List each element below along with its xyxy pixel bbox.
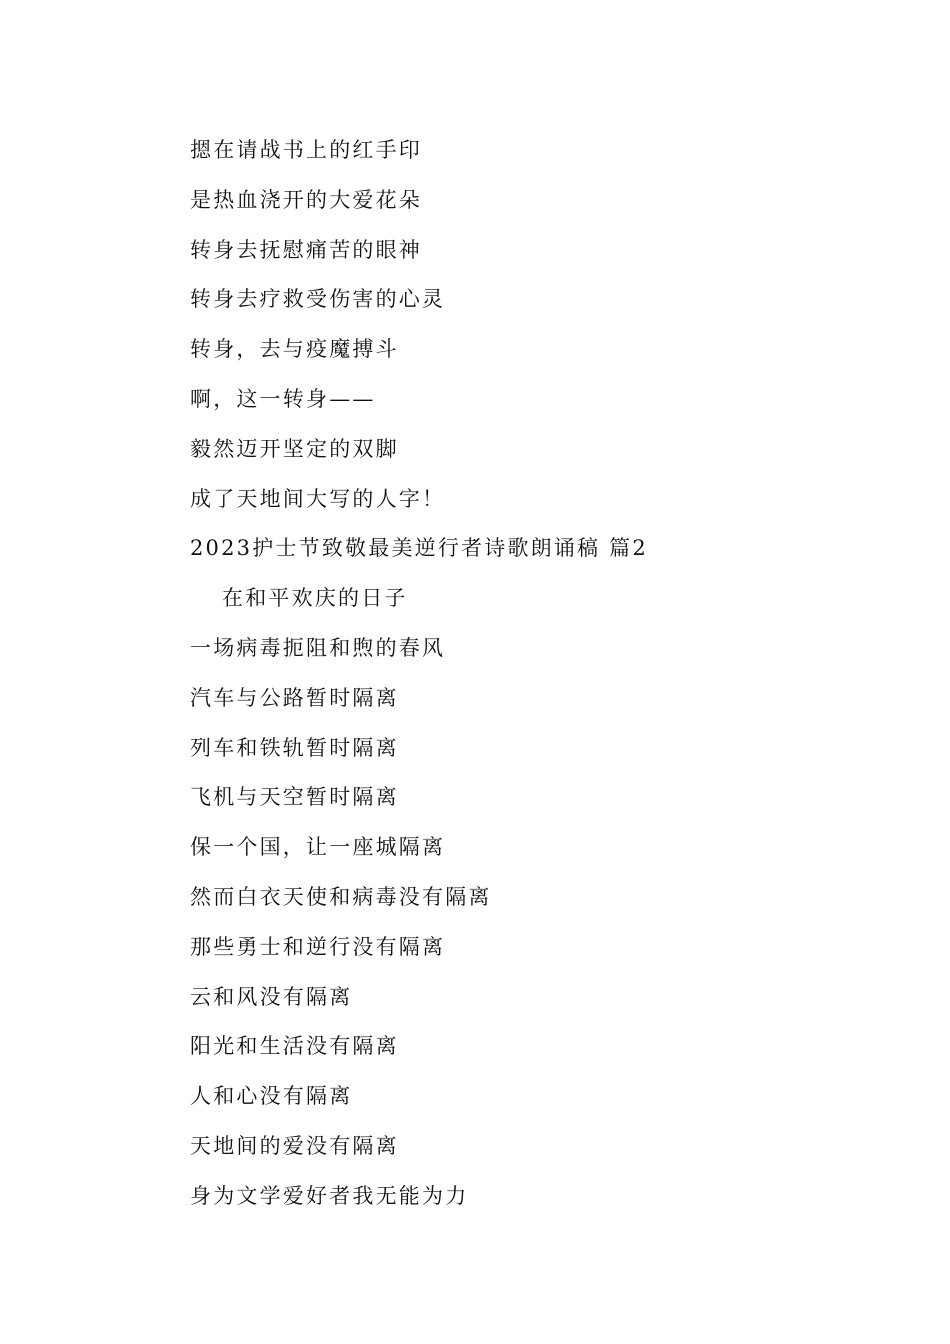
poem-line: 一场病毒扼阻和煦的春风: [190, 635, 446, 660]
poem-line: 转身去疗救受伤害的心灵: [190, 287, 446, 312]
poem-line: 天地间的爱没有隔离: [190, 1133, 399, 1158]
poem-line: 成了天地间大写的人字！: [190, 486, 446, 511]
poem-line: 人和心没有隔离: [190, 1084, 353, 1109]
poem-line: 啊，这一转身——: [190, 386, 376, 411]
poem-body: [190, 126, 890, 1222]
poem-line: 阳光和生活没有隔离: [190, 1034, 399, 1059]
poem-line: 云和风没有隔离: [190, 984, 353, 1009]
poem-line: 保一个国，让一座城隔离: [190, 835, 446, 860]
poem-line: 在和平欢庆的日子: [222, 586, 408, 611]
poem-line: 列车和铁轨暂时隔离: [190, 735, 399, 760]
poem-line: 飞机与天空暂时隔离: [190, 785, 399, 810]
section-heading: 2023护士节致敬最美逆行者诗歌朗诵稿 篇2: [190, 536, 648, 561]
poem-line: 摁在请战书上的红手印: [190, 138, 422, 162]
poem-line: 转身去抚慰痛苦的眼神: [190, 237, 422, 262]
poem-line: 毅然迈开坚定的双脚: [190, 436, 399, 461]
poem-line: 转身，去与疫魔搏斗: [190, 337, 399, 362]
poem-line: 身为文学爱好者我无能为力: [190, 1183, 469, 1208]
poem-line: 是热血浇开的大爱花朵: [190, 187, 422, 212]
poem-line: 汽车与公路暂时隔离: [190, 685, 399, 710]
poem-line: 那些勇士和逆行没有隔离: [190, 934, 446, 959]
poem-line: 然而白衣天使和病毒没有隔离: [190, 884, 492, 909]
